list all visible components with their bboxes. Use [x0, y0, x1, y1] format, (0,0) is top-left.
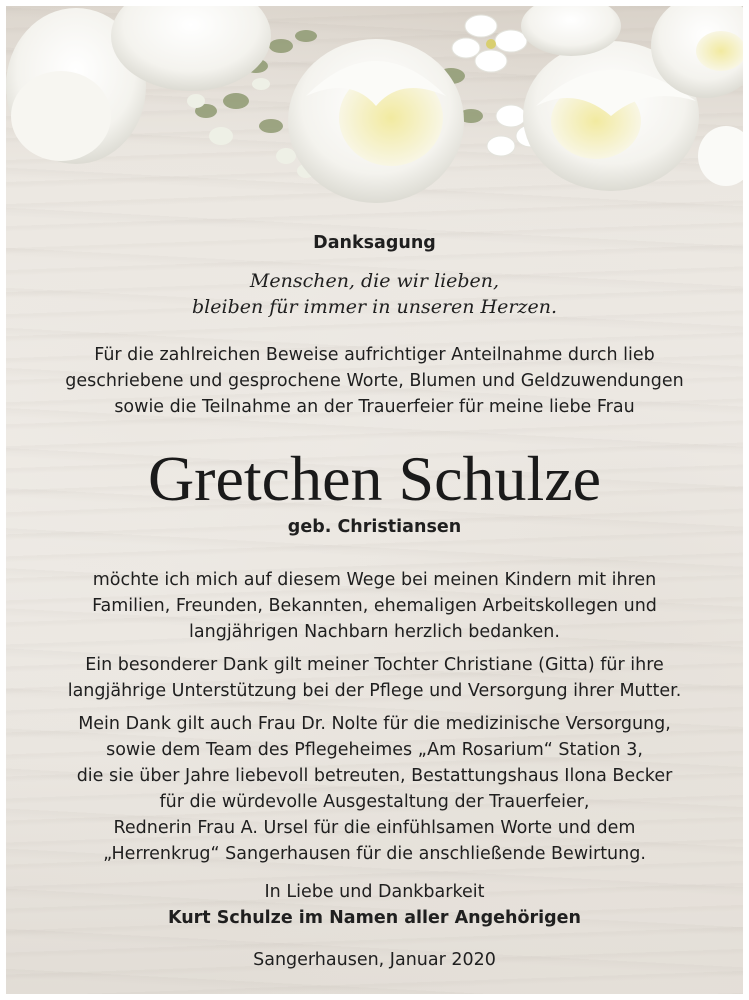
heading-danksagung: Danksagung	[313, 233, 436, 253]
paragraph-line: „Herrenkrug“ Sangerhausen für die anschließende Bewirtung.	[103, 844, 646, 864]
paragraph-line: Ein besonderer Dank gilt meiner Tochter Christiane (Gitta) für ihre	[85, 655, 664, 675]
obituary-card	[6, 6, 743, 994]
paragraph-line: die sie über Jahre liebevoll betreuten, Bestattungshaus Ilona Becker	[76, 766, 673, 786]
paragraph-line: Familien, Freunden, Bekannten, ehemaligen Arbeitskollegen und	[92, 596, 657, 616]
thanks-paragraph-3	[6, 711, 743, 867]
place-date: Sangerhausen, Januar 2020	[253, 950, 496, 970]
paragraph-line: Mein Dank gilt auch Frau Dr. Nolte für die medizinische Versorgung,	[78, 714, 671, 734]
thanks-paragraph-2	[6, 652, 743, 704]
paragraph-line: Rednerin Frau A. Ursel für die einfühlsamen Worte und dem	[113, 818, 636, 838]
intro-line: Für die zahlreichen Beweise aufrichtiger Anteilnahme durch lieb	[94, 345, 655, 365]
maiden-name: geb. Christiansen	[287, 517, 462, 537]
motto-line: bleiben für immer in unseren Herzen.	[192, 296, 557, 318]
white-tulips-and-blossoms	[6, 6, 743, 206]
motto	[6, 268, 743, 320]
paragraph-line: langjährige Unterstützung bei der Pflege und Versorgung ihrer Mutter.	[67, 681, 682, 701]
closing-greeting: In Liebe und Dankbarkeit	[264, 882, 485, 902]
intro-paragraph	[6, 342, 743, 420]
intro-line: sowie die Teilnahme an der Trauerfeier für meine liebe Frau	[114, 397, 635, 417]
thanks-paragraph-1	[6, 567, 743, 645]
signature: Kurt Schulze im Namen aller Angehörigen	[167, 908, 582, 928]
paragraph-line: für die würdevolle Ausgestaltung der Trauerfeier,	[159, 792, 590, 812]
intro-line: geschriebene und gesprochene Worte, Blumen und Geldzuwendungen	[65, 371, 684, 391]
paragraph-line: möchte ich mich auf diesem Wege bei meinen Kindern mit ihren	[92, 570, 657, 590]
deceased-name: Gretchen Schulze	[147, 443, 602, 514]
motto-line: Menschen, die wir lieben,	[249, 270, 500, 292]
paragraph-line: langjährigen Nachbarn herzlich bedanken.	[189, 622, 560, 642]
paragraph-line: sowie dem Team des Pflegeheimes „Am Rosarium“ Station 3,	[106, 740, 643, 760]
